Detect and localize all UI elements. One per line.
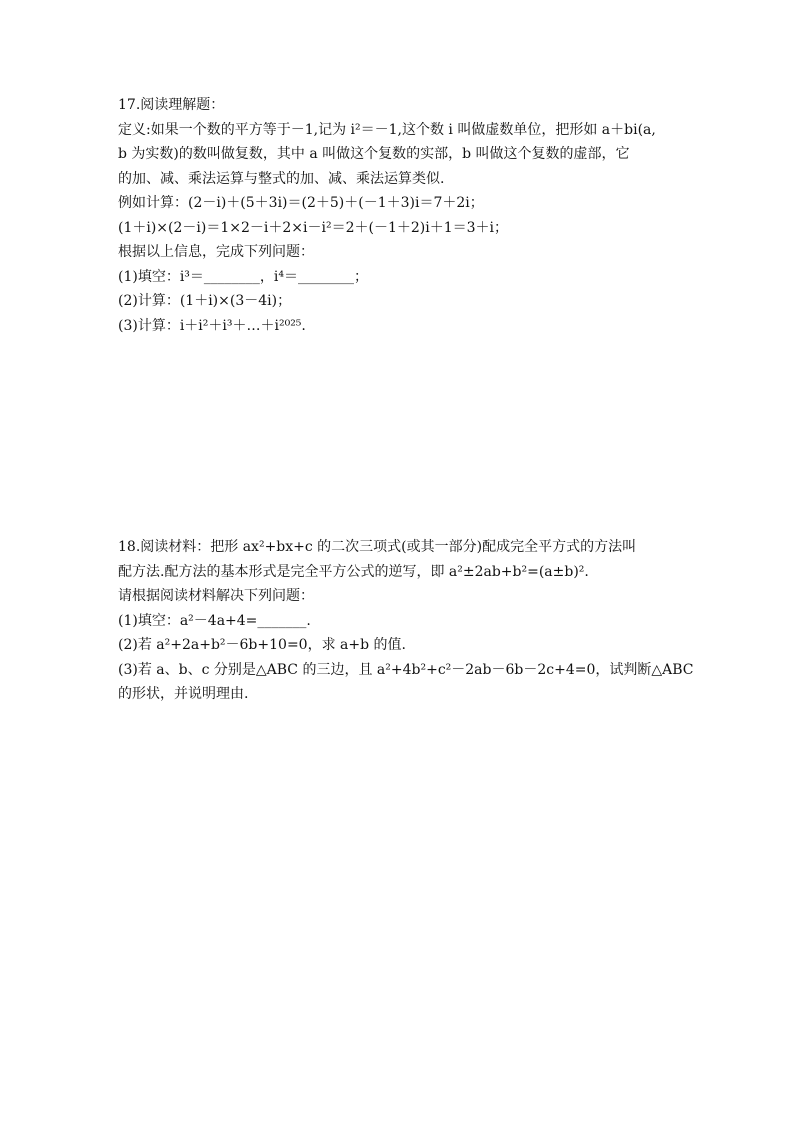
problem-18-part-3: (3)若 a、b、c 分别是△ABC 的三边，且 a²+4b²+c²－2ab－6b－2c+4=0，试判断△ABC bbox=[118, 661, 694, 678]
problem-18-instruction: 请根据阅读材料解决下列问题： bbox=[118, 588, 314, 604]
problem-18-part-3-continued: 的形状，并说明理由. bbox=[118, 686, 249, 702]
problem-17-example-line: 例如计算：(2－i)＋(5＋3i)＝(2＋5)＋(－1＋3)i＝7＋2i； bbox=[118, 195, 484, 211]
problem-17-example-line: (1＋i)×(2－i)＝1×2－i＋2×i－i²＝2＋(－1＋2)i＋1＝3＋i； bbox=[118, 219, 508, 236]
problem-17-part-2: (2)计算：(1＋i)×(3－4i)； bbox=[118, 293, 292, 309]
problem-17-line: 的加、减、乘法运算与整式的加、减、乘法运算类似. bbox=[118, 170, 445, 187]
problem-17-line: 定义:如果一个数的平方等于－1,记为 i²＝－1,这个数 i 叫做虚数单位，把形如 a＋bi(a, bbox=[118, 121, 656, 138]
problem-17 bbox=[118, 95, 708, 340]
problem-17-part-1: (1)填空：i³＝________，i⁴＝________； bbox=[118, 268, 369, 285]
problem-18 bbox=[118, 537, 708, 709]
problem-18-title: 18.阅读材料：把形 ax²+bx+c 的二次三项式(或其一部分)配成完全平方式的方法叫 bbox=[118, 539, 637, 555]
problem-18-part-2: (2)若 a²+2a+b²－6b+10=0，求 a+b 的值. bbox=[118, 637, 406, 653]
problem-18-part-1: (1)填空：a²－4a+4=_______. bbox=[118, 612, 311, 629]
problem-18-line: 配方法.配方法的基本形式是完全平方公式的逆写，即 a²±2ab+b²=(a±b)². bbox=[118, 563, 589, 580]
problem-17-line: b 为实数)的数叫做复数，其中 a 叫做这个复数的实部，b 叫做这个复数的虚部，它 bbox=[118, 146, 630, 162]
problem-17-instruction: 根据以上信息，完成下列问题： bbox=[118, 244, 314, 260]
problem-17-part-3: (3)计算：i＋i²＋i³＋…＋i²⁰²⁵. bbox=[118, 317, 306, 334]
problem-17-title: 17.阅读理解题： bbox=[118, 97, 225, 113]
